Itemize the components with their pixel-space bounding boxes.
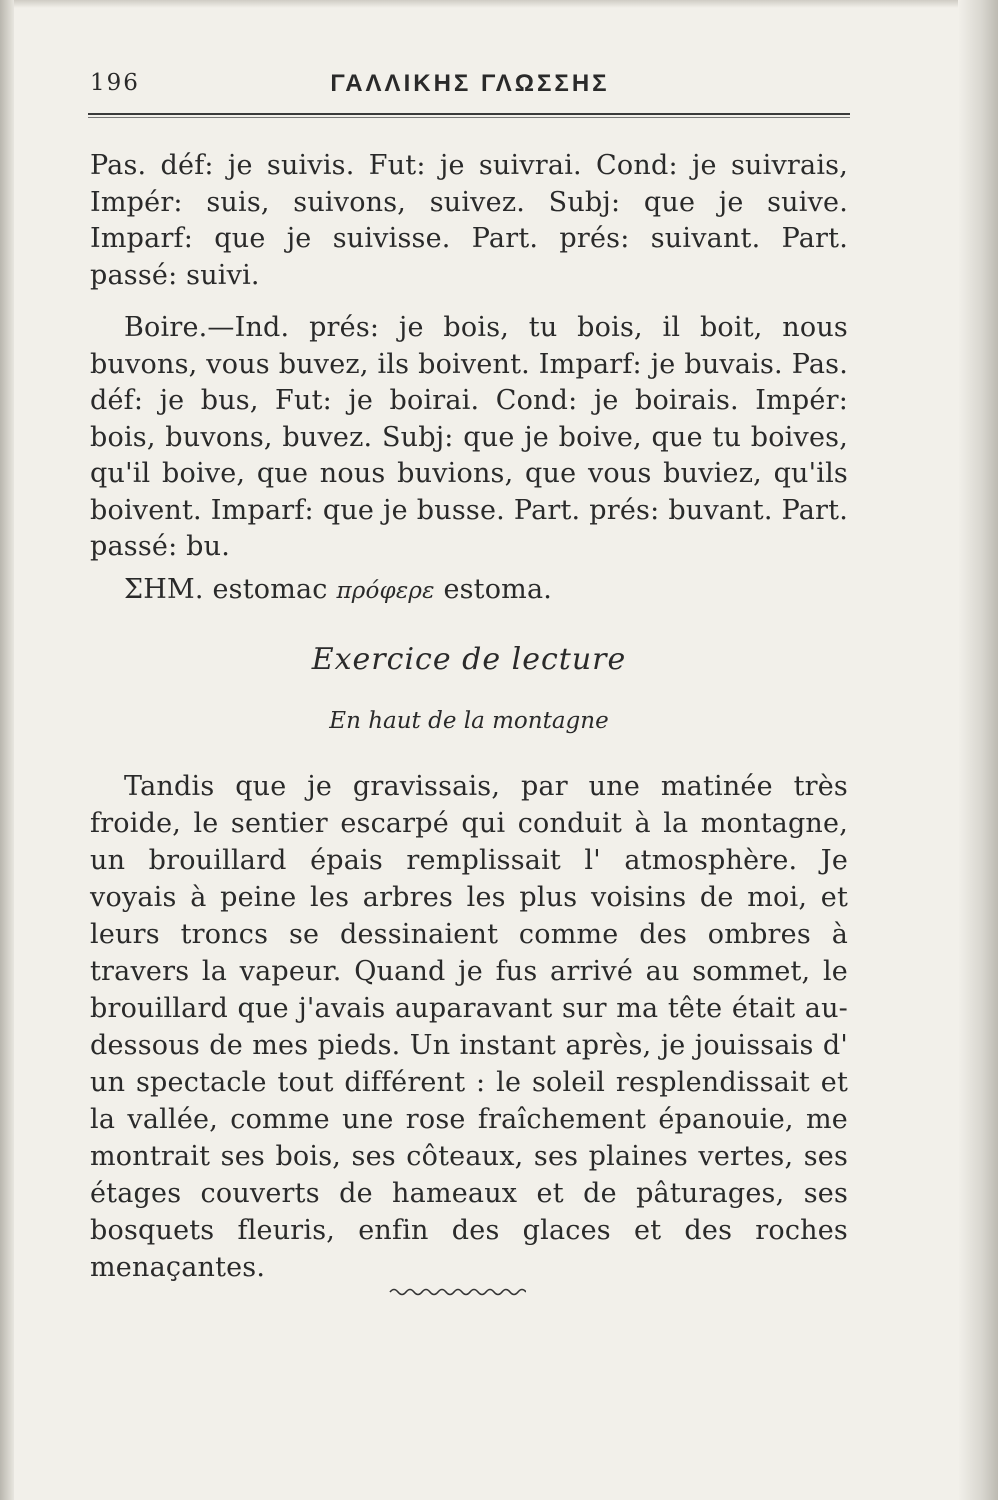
header-rule xyxy=(88,113,850,115)
page-edge-top xyxy=(0,0,998,8)
note-greek-word: πρόφερε xyxy=(336,578,435,604)
running-title: ΓΑΛΛΙΚΗΣ ΓΛΩΣΣΗΣ xyxy=(330,70,610,97)
page-edge-left xyxy=(0,0,14,1500)
conjugation-suivre-text: Pas. déf: je suivis. Fut: je suivrai. Cond: je suivrais, Impér: suis, suivons, suivez. Subj: que je suive. Imparf: que je suivisse. Part. prés: suivant. Part. passé: suivi. xyxy=(90,150,848,291)
header-rule-thin xyxy=(88,117,850,118)
conjugation-suivre-paragraph xyxy=(90,148,848,294)
reading-passage xyxy=(90,768,848,1286)
note-label: ΣΗΜ. xyxy=(124,574,204,605)
conjugation-boire-paragraph xyxy=(90,310,848,566)
page-header xyxy=(90,70,850,100)
note-pronunciation: estoma. xyxy=(443,574,553,605)
conjugation-boire-text: Boire.—Ind. prés: je bois, tu bois, il boit, nous buvons, vous buvez, ils boivent. Imparf: je buvais. Pas. déf: je bus, Fut: je boirai. Cond: je boirais. Impér: bois, buvons, buvez. Subj: que je boive, que tu boives, qu'il boive, que nous buvions, que vous buviez, qu'ils boivent. Imparf: que je busse. Part. prés: buvant. Part. passé: bu. xyxy=(90,312,848,562)
exercise-title: Exercice de lecture xyxy=(311,642,627,677)
page-number: 196 xyxy=(90,70,140,96)
page-edge-right xyxy=(958,0,998,1500)
reading-passage-text: Tandis que je gravissais, par une matinée très froide, le sentier escarpé qui conduit à la montagne, un brouillard épais remplissait l' atmosphère. Je voyais à peine les arbres les plus voisins de moi, et leurs troncs se dessinaient comme des ombres à travers la vapeur. Quand je fus arrivé au sommet, le brouillard que j'avais auparavant sur ma tête était au-dessous de mes pieds. Un instant après, je jouissais d' un spectacle tout différent : le soleil resplendissait et la vallée, comme une rose fraîchement épanouie, me montrait ses bois, ses côteaux, ses plaines vertes, ses étages couverts de hameaux et de pâturages, ses bosquets fleuris, enfin des glaces et des roches menaçantes. xyxy=(90,771,848,1283)
decorative-wave-ornament xyxy=(388,1282,526,1302)
pronunciation-note xyxy=(90,572,848,610)
note-word: estomac xyxy=(212,574,328,605)
exercise-subtitle: En haut de la montagne xyxy=(329,708,609,734)
